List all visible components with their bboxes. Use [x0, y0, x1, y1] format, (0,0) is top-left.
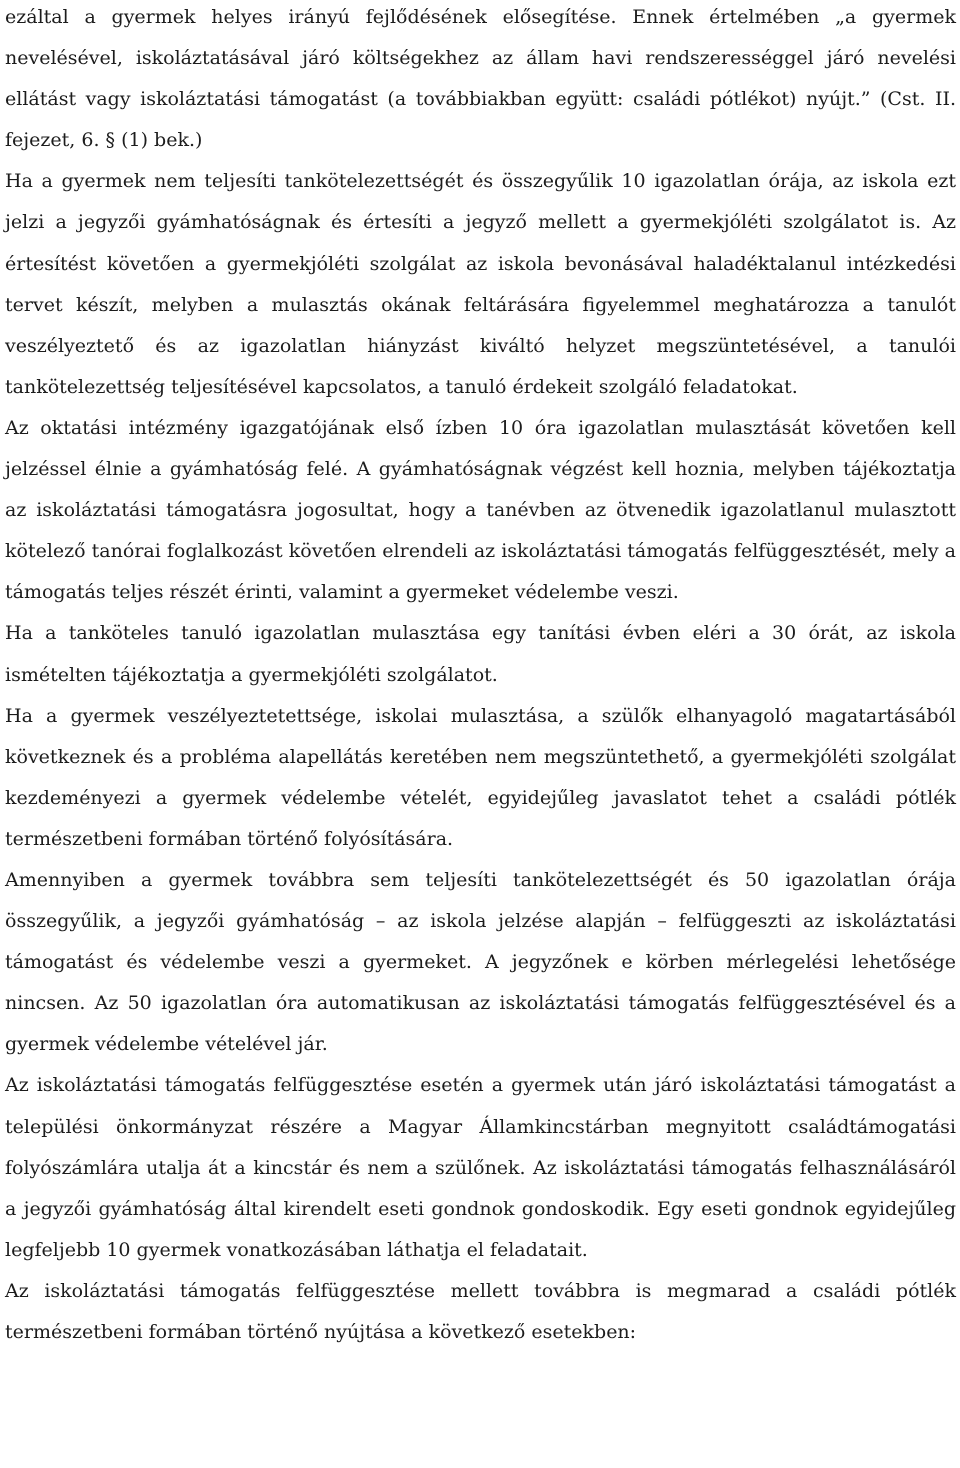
- paragraph-8: Az iskoláztatási támogatás felfüggesztése mellett továbbra is megmarad a családi pótlék természetbeni formában történő nyújtása a következő esetekben:: [5, 1279, 956, 1343]
- paragraph-7: Az iskoláztatási támogatás felfüggesztése esetén a gyermek után járó iskoláztatási támogatást a települési önkormányzat részére a Magyar Államkincstárban megnyitott családtámogatási folyószámlára utalja át a kincstár és nem a szülőnek. Az iskoláztatási támogatás felhasználásáról a jegyzői gyámhatóság által kirendelt eseti gondnok gondoskodik. Egy eseti gondnok egyidejűleg legfeljebb 10 gyermek vonatkozásában láthatja el feladatait.: [5, 1074, 956, 1261]
- paragraph-4: Ha a tanköteles tanuló igazolatlan mulasztása egy tanítási évben eléri a 30 órát, az iskola ismételten tájékoztatja a gyermekjóléti szolgálatot.: [5, 622, 956, 686]
- document-body: [5, 0, 956, 1353]
- paragraph-3: Az oktatási intézmény igazgatójának első ízben 10 óra igazolatlan mulasztását követően kell jelzéssel élnie a gyámhatóság felé. A gyámhatóságnak végzést kell hoznia, melyben tájékoztatja az iskoláztatási támogatásra jogosultat, hogy a tanévben az ötvenedik igazolatlanul mulasztott kötelező tanórai foglalkozást követően elrendeli az iskoláztatási támogatás felfüggesztését, mely a támogatás teljes részét érinti, valamint a gyermeket védelembe veszi.: [5, 416, 956, 604]
- paragraph-6: Amennyiben a gyermek továbbra sem teljesíti tankötelezettségét és 50 igazolatlan órája összegyűlik, a jegyzői gyámhatóság – az iskola jelzése alapján – felfüggeszti az iskoláztatási támogatást és védelembe veszi a gyermeket. A jegyzőnek e körben mérlegelési lehetősége nincsen. Az 50 igazolatlan óra automatikusan az iskoláztatási támogatás felfüggesztésével és a gyermek védelembe vételével jár.: [5, 868, 956, 1056]
- paragraph-2: Ha a gyermek nem teljesíti tankötelezettségét és összegyűlik 10 igazolatlan órája, az iskola ezt jelzi a jegyzői gyámhatóságnak és értesíti a jegyző mellett a gyermekjóléti szolgálatot is. Az értesítést követően a gyermekjóléti szolgálat az iskola bevonásával haladéktalanul intézkedési tervet készít, melyben a mulasztás okának feltárására figyelemmel meghatározza a tanulót veszélyeztető és az igazolatlan hiányzást kiváltó helyzet megszüntetésével, a tanulói tankötelezettség teljesítésével kapcsolatos, a tanuló érdekeit szolgáló feladatokat.: [5, 170, 956, 398]
- paragraph-5: Ha a gyermek veszélyeztetettsége, iskolai mulasztása, a szülők elhanyagoló magatartásából következnek és a probléma alapellátás keretében nem megszüntethető, a gyermekjóléti szolgálat kezdeményezi a gyermek védelembe vételét, egyidejűleg javaslatot tehet a családi pótlék természetbeni formában történő folyósítására.: [5, 704, 956, 850]
- paragraph-1: ezáltal a gyermek helyes irányú fejlődésének elősegítése. Ennek értelmében „a gyermek nevelésével, iskoláztatásával járó költségekhez az állam havi rendszerességgel járó nevelési ellátást vagy iskoláztatási támogatást (a továbbiakban együtt: családi pótlékot) nyújt.” (Cst. II. fejezet, 6. § (1) bek.): [5, 6, 956, 152]
